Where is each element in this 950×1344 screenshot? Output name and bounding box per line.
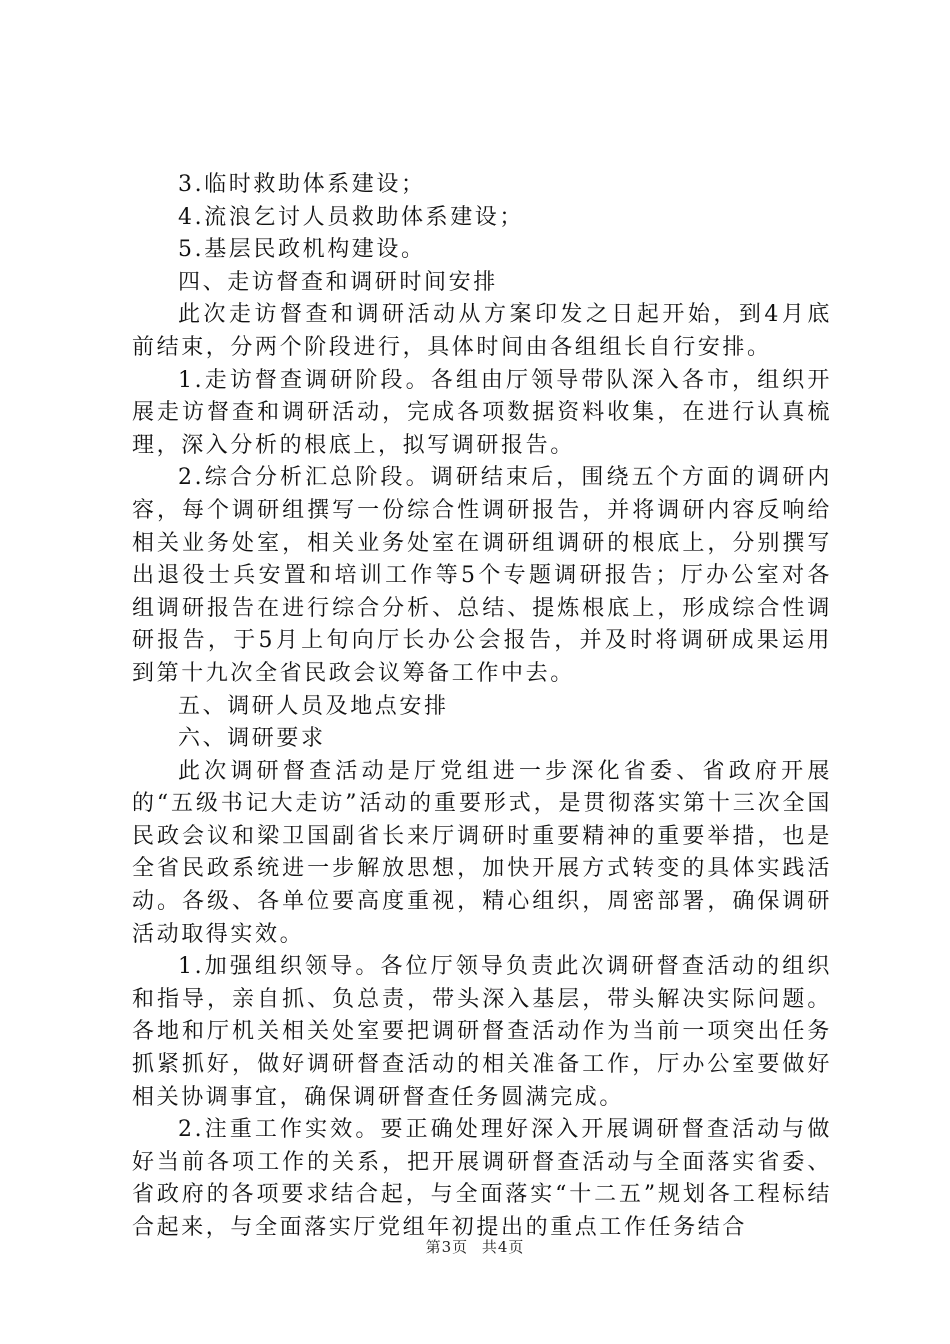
paragraph-stage-2: 2.综合分析汇总阶段。调研结束后，围绕五个方面的调研内容，每个调研组撰写一份综合性调研报告，并将调研内容反响给相关业务处室，相关业务处室在调研组调研的根底上，分别撰写出退役士兵安置和培训工作等5个专题调研报告；厅办公室对各组调研报告在进行综合分析、总结、提炼根底上，形成综合性调研报告，于5月上旬向厅长办公会报告，并及时将调研成果运用到第十九次全省民政会议筹备工作中去。 [132, 465, 832, 686]
list-item-3: 3.临时救助体系建设； [178, 172, 426, 197]
paragraph-requirement-1: 1.加强组织领导。各位厅领导负责此次调研督查活动的组织和指导，亲自抓、负总责，带头深入基层，带头解决实际问题。各地和厅机关相关处室要把调研督查活动作为当前一项突出任务抓紧抓好，做好调研督查活动的相关准备工作，厅办公室要做好相关协调事宜，确保调研督查任务圆满完成。 [132, 954, 832, 1110]
list-item-5: 5.基层民政机构建设。 [178, 237, 426, 263]
list-item-4: 4.流浪乞讨人员救助体系建设； [178, 204, 524, 230]
page-footer [0, 1236, 950, 1257]
paragraph-requirement-2: 2.注重工作实效。要正确处理好深入开展调研督查活动与做好当前各项工作的关系，把开展调研督查活动与全面落实省委、省政府的各项要求结合起，与全面落实“十二五”规划各工程标结合起来，与全面落实厅党组年初提出的重点工作任务结合 [132, 1117, 832, 1240]
page-number: 第3页 [425, 1238, 469, 1256]
section-heading-6: 六、调研要求 [178, 726, 326, 752]
section-heading-4: 四、走访督查和调研时间安排 [178, 269, 498, 295]
page-total: 共4页 [481, 1238, 525, 1256]
section-heading-5: 五、调研人员及地点安排 [178, 693, 449, 719]
paragraph-stage-1: 1.走访督查调研阶段。各组由厅领导带队深入各市，组织开展走访督查和调研活动，完成各项数据资料收集，在进行认真梳理，深入分析的根底上，拟写调研报告。 [132, 367, 832, 458]
paragraph-requirements-intro: 此次调研督查活动是厅党组进一步深化省委、省政府开展的“五级书记大走访”活动的重要形式，是贯彻落实第十三次全国民政会议和梁卫国副省长来厅调研时重要精神的重要举措，也是全省民政系统进一步解放思想，加快开展方式转变的具体实践活动。各级、各单位要高度重视，精心组织，周密部署，确保调研活动取得实效。 [132, 758, 832, 947]
paragraph-schedule-intro: 此次走访督查和调研活动从方案印发之日起开始，到4月底前结束，分两个阶段进行，具体时间由各组组长自行安排。 [132, 302, 832, 360]
document-body [132, 169, 832, 1245]
